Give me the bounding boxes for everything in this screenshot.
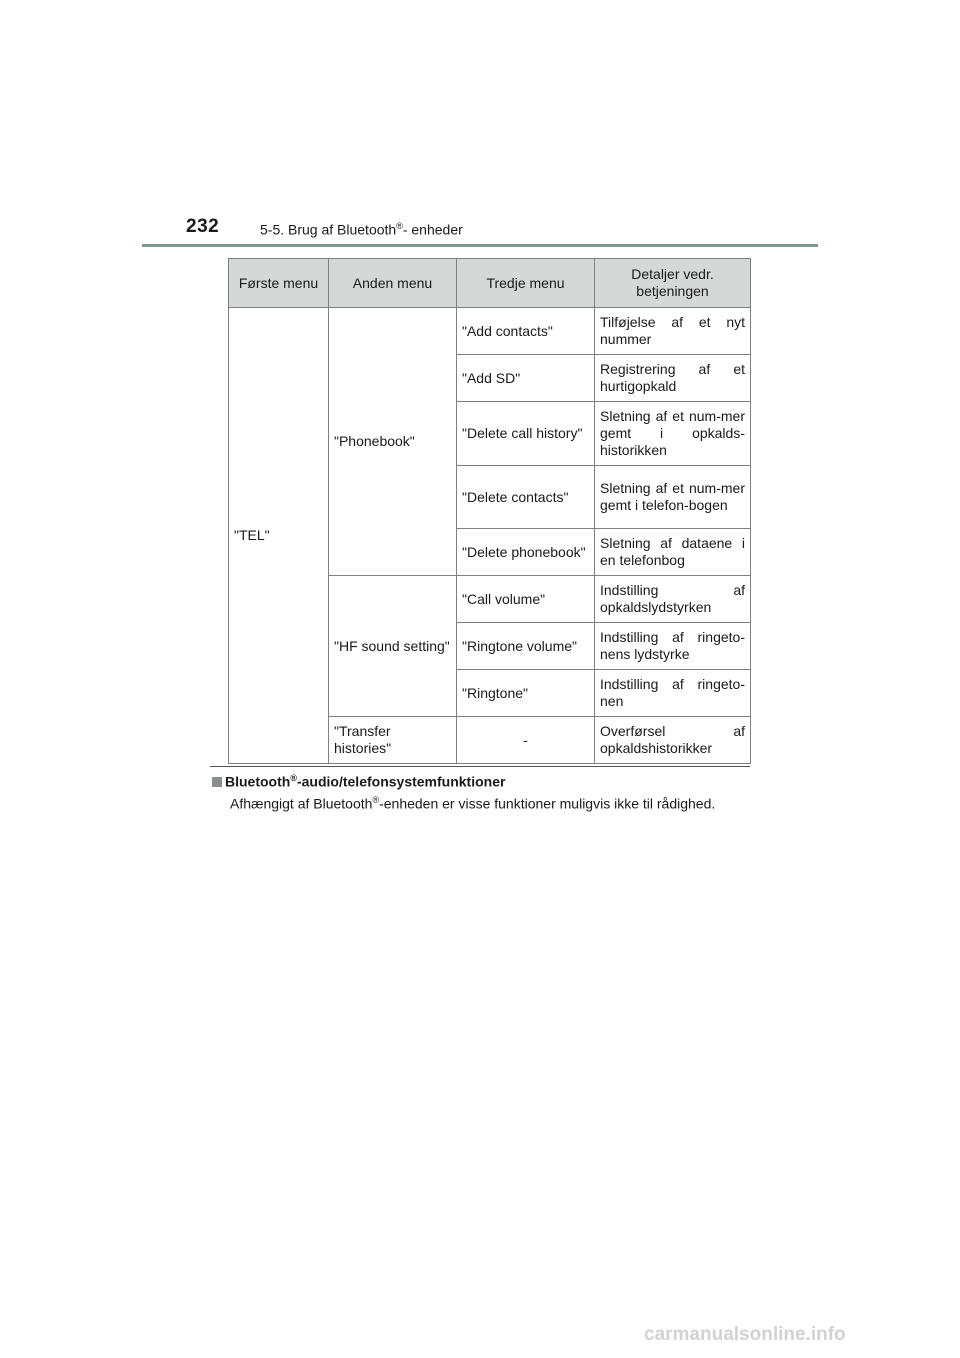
second-menu-cell: "Phonebook" bbox=[329, 308, 457, 576]
third-menu-cell: "Call volume" bbox=[457, 576, 595, 623]
third-menu-cell: "Delete phonebook" bbox=[457, 529, 595, 576]
detail-cell: Sletning af et num-mer gemt i telefon-bogen bbox=[595, 466, 751, 529]
third-menu-cell: "Ringtone volume" bbox=[457, 623, 595, 670]
detail-cell: Sletning af dataene i en telefonbog bbox=[595, 529, 751, 576]
header-second-menu: Anden menu bbox=[329, 259, 457, 308]
third-menu-cell: "Add SD" bbox=[457, 355, 595, 402]
menu-table bbox=[228, 258, 751, 764]
third-menu-cell: "Ringtone" bbox=[457, 670, 595, 717]
table-header-row bbox=[229, 259, 751, 308]
table-row bbox=[229, 308, 751, 355]
section-text-prefix: Afhængigt af Bluetooth bbox=[230, 795, 373, 812]
header-details: Detaljer vedr. betjeningen bbox=[595, 259, 751, 308]
detail-cell: Indstilling af ringeto-nens lydstyrke bbox=[595, 623, 751, 670]
detail-cell: Overførsel af opkaldshistorikker bbox=[595, 717, 751, 764]
third-menu-cell: "Delete contacts" bbox=[457, 466, 595, 529]
detail-cell: Registrering af et hurtigopkald bbox=[595, 355, 751, 402]
section-body-text bbox=[230, 795, 715, 812]
registered-mark: ® bbox=[372, 795, 380, 805]
header-rule bbox=[142, 244, 818, 247]
page-number: 232 bbox=[186, 216, 220, 237]
detail-cell: Sletning af et num-mer gemt i opkalds-historikken bbox=[595, 402, 751, 466]
first-menu-cell: "TEL" bbox=[229, 308, 329, 764]
section-title-prefix: 5-5. Brug af Bluetooth bbox=[260, 221, 397, 238]
section-title bbox=[260, 221, 463, 238]
section-text-suffix: -enheden er visse funktioner muligvis ikke til rådighed. bbox=[379, 795, 716, 812]
second-menu-cell: "Transfer histories" bbox=[329, 717, 457, 764]
detail-cell: Tilføjelse af et nyt nummer bbox=[595, 308, 751, 355]
section-heading bbox=[212, 773, 505, 790]
second-menu-cell: "HF sound setting" bbox=[329, 576, 457, 717]
third-menu-cell: - bbox=[457, 717, 595, 764]
registered-mark: ® bbox=[396, 221, 403, 231]
detail-cell: Indstilling af opkaldslydstyrken bbox=[595, 576, 751, 623]
watermark: carmanualsonline.info bbox=[644, 1324, 846, 1345]
section-title-suffix: - enheder bbox=[402, 221, 463, 238]
section-heading-suffix: -audio/telefonsystemfunktioner bbox=[296, 773, 506, 790]
header-third-menu: Tredje menu bbox=[457, 259, 595, 308]
third-menu-cell: "Delete call history" bbox=[457, 402, 595, 466]
header-first-menu: Første menu bbox=[229, 259, 329, 308]
third-menu-cell: "Add contacts" bbox=[457, 308, 595, 355]
square-bullet-icon bbox=[212, 777, 222, 787]
section-heading-prefix: Bluetooth bbox=[225, 773, 291, 790]
registered-mark: ® bbox=[290, 773, 297, 783]
detail-cell: Indstilling af ringeto-nen bbox=[595, 670, 751, 717]
section-rule bbox=[210, 766, 750, 767]
